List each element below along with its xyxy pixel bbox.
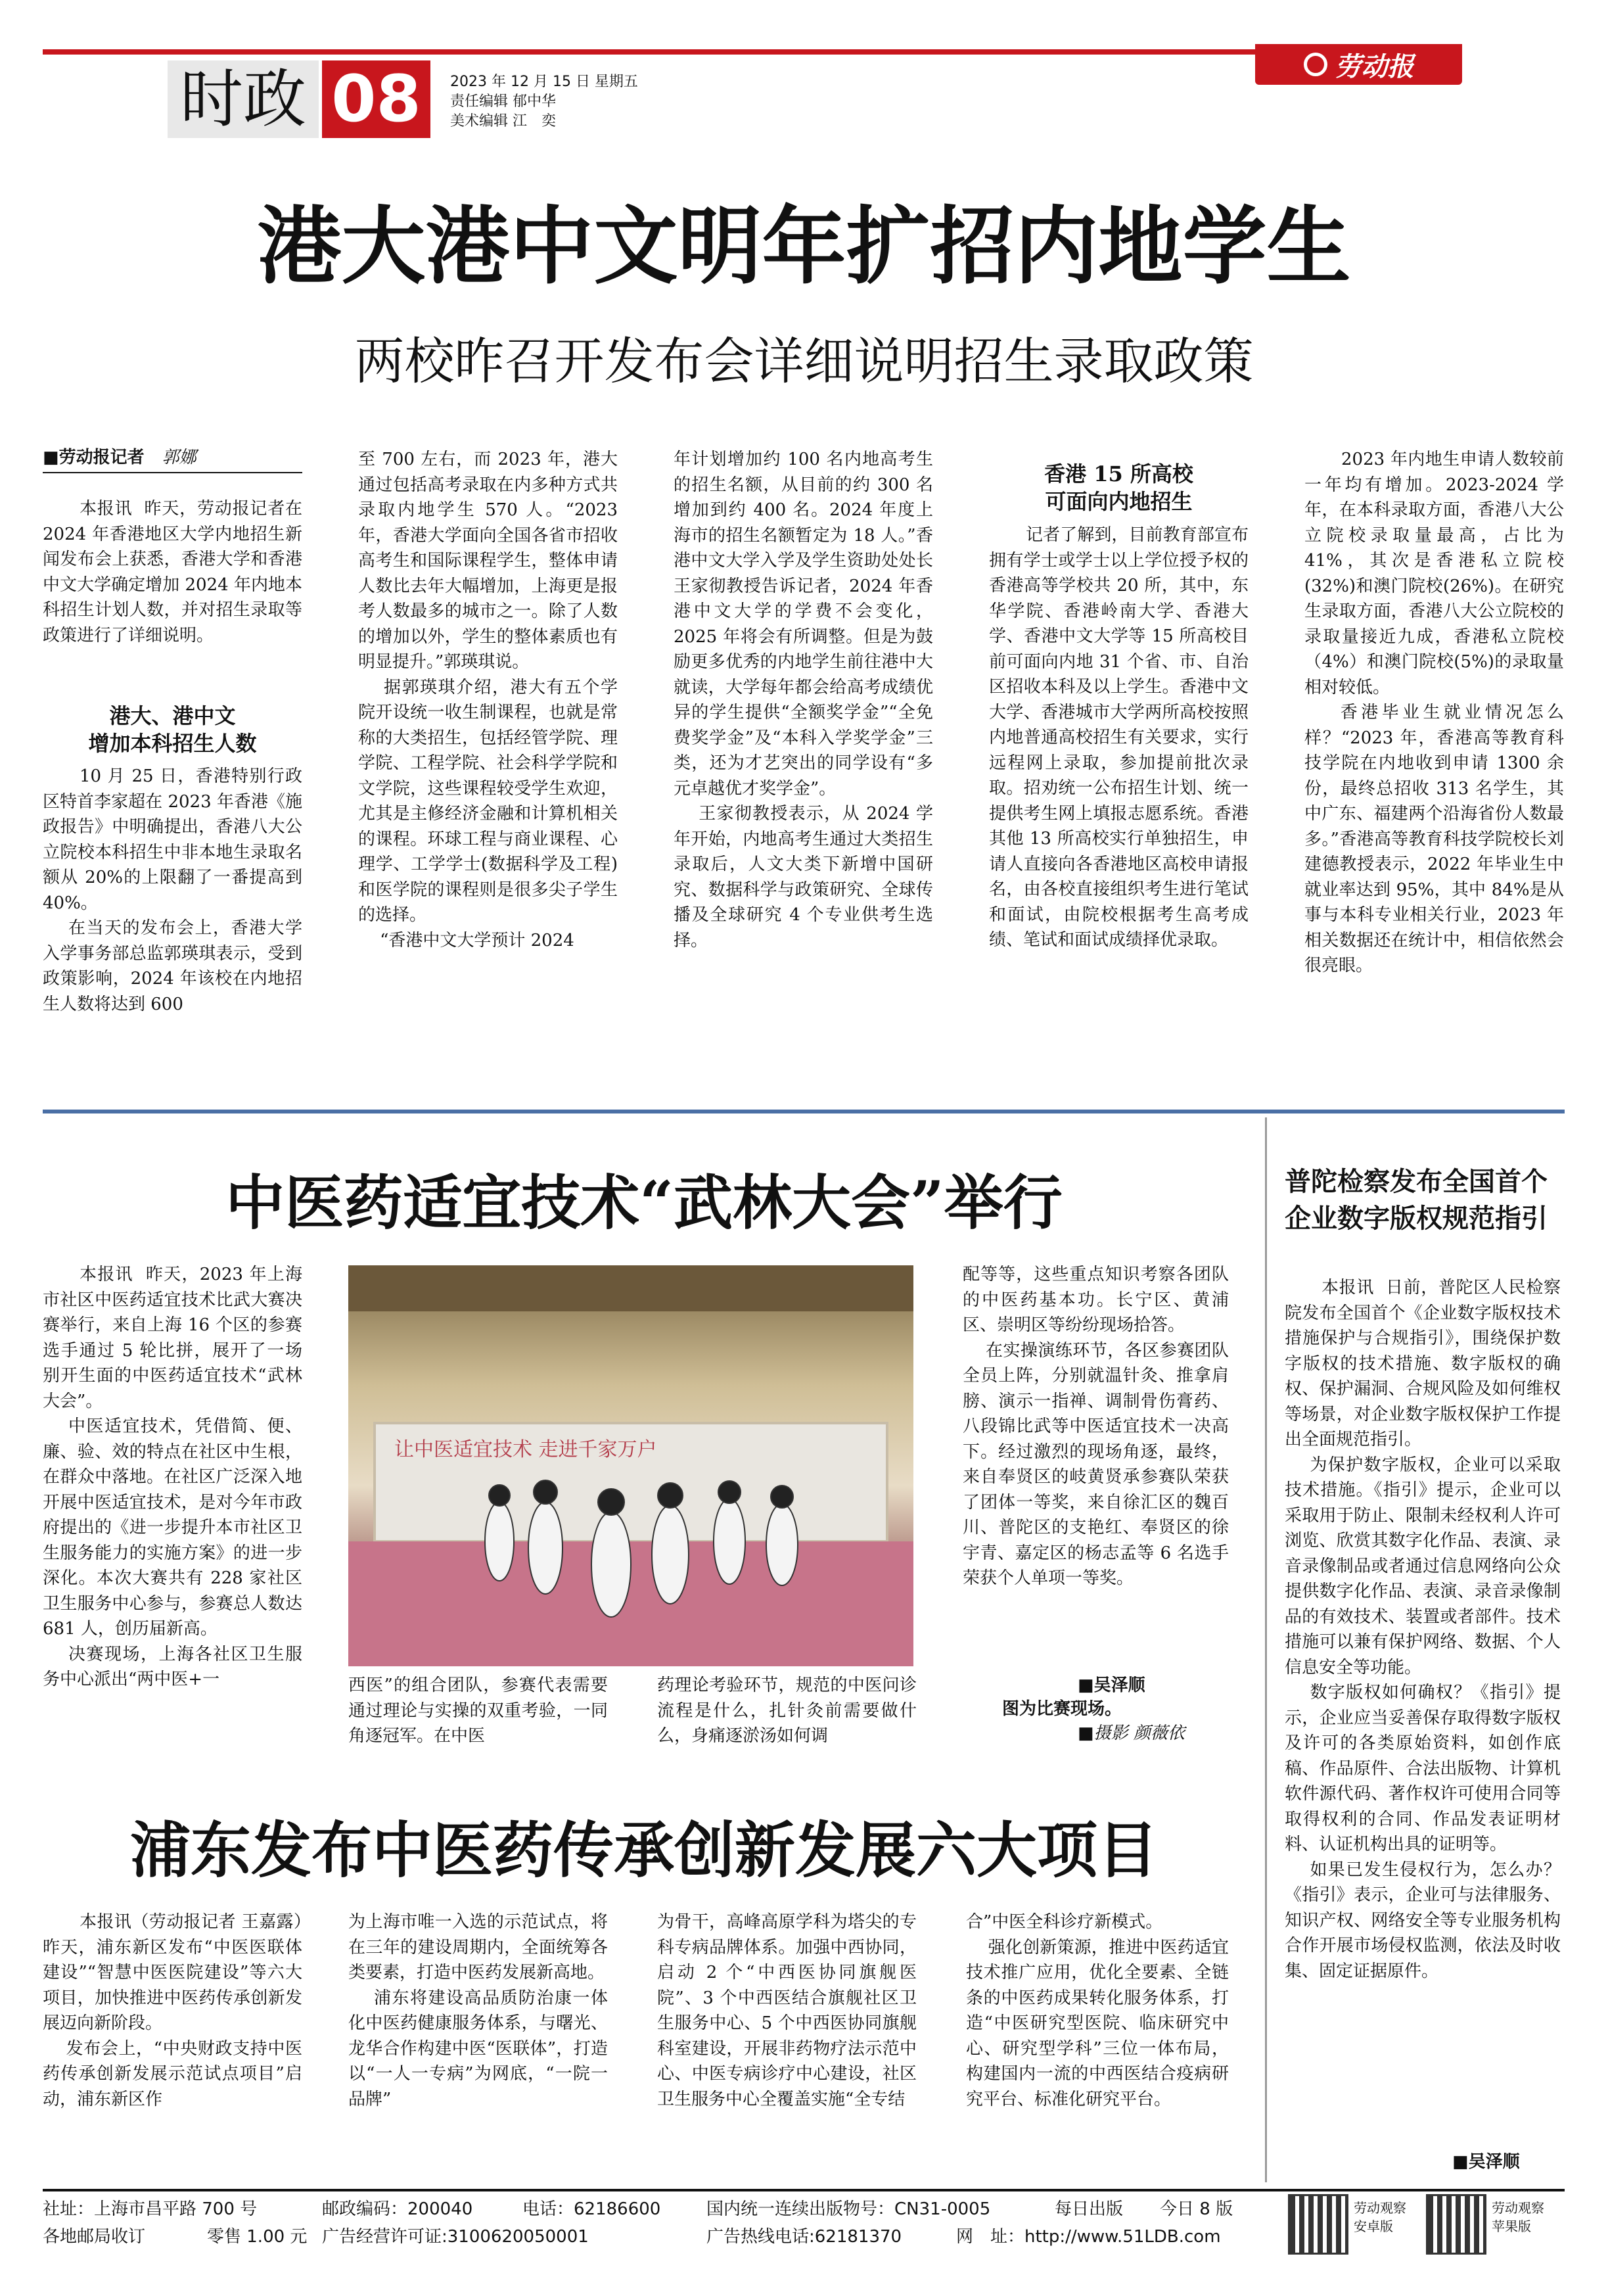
- footer-address: 社址：上海市昌平路 700 号: [43, 2199, 258, 2219]
- footer-ad-license: 广告经营许可证:3100620050001: [322, 2227, 589, 2247]
- logo-mark-icon: [1304, 53, 1327, 76]
- footer-cn-number: 国内统一连续出版物号：CN31-0005: [706, 2199, 991, 2219]
- footer-postcode: 邮政编码：200040: [322, 2199, 473, 2219]
- footer-phone: 电话：62186600: [522, 2199, 661, 2219]
- issue-date: 2023 年 12 月 15 日 星期五: [450, 74, 638, 90]
- footer-rule: [43, 2189, 1565, 2191]
- story1-col1-subheading: 港大、港中文 增加本科招生人数: [88, 703, 257, 756]
- paper-logo: [1255, 44, 1462, 85]
- footer-website[interactable]: 网 址：http://www.51LDB.com: [956, 2227, 1221, 2247]
- editor-credit: 责任编辑 郁中华: [450, 93, 556, 110]
- story1-byline: [43, 447, 302, 473]
- story3-col4: 合”中医全科诊疗新模式。 强化创新策源，推进中医药适宜技术推广应用，优化全要素、全链条的中医药成果转化服务体系，打造“中医研究型医院、临床研究中心、研究型学科”三位一体布局，构建国内一流的中西医结合疫病研究平台、标准化研究平台。: [966, 1912, 1229, 2109]
- footer-pages: 今日 8 版: [1160, 2199, 1233, 2219]
- photo-banner: 让中医适宜技术 走进千家万户: [394, 1438, 657, 1461]
- stage-scene: [348, 1265, 913, 1666]
- story2-col4: 配等等，这些重点知识考察各团队的中医药基本功。长宁区、黄浦区、崇明区等纷纷现场拾答。 在实操演练环节，各区参赛团队全员上阵，分别就温针灸、推拿肩膀、演示一指禅、调制骨伤膏药、八段锦比武等中医适宜技术一决高下。经过激烈的现场角逐，最终，来自奉贤区的岐黄贤承参赛队荣获了团体一等奖，来自徐汇区的魏百川、普陀区的支艳红、奉贤区的徐宇青、嘉定区的杨志孟等 6 名选手荣获个人单项一等奖。: [963, 1265, 1229, 1588]
- story1-col5: 2023 年内地生申请人数较前一年均有增加。2023-2024 学年，在本科录取方面，香港八大公立院校录取量最高，占比为 41%，其次是香港私立院校(32%)和澳门院校(26%)。在研究生录取方面，香港八大公立院校的录取量接近九成，香港私立院校（4%）和澳门院校(5%)的录取量相对较低。 香港毕业生就业情况怎么样？“2023 年，香港高等教育科技学院在内地收到申请 1300 余份，最终总招收 313 名学生，其中广东、福建两个沿海省份人数最多。”香港高等教育科技学院校长刘建德教授表示，2022 年毕业生中就业率达到 95%，其中 84%是从事与本科专业相关行业，2023 年相关数据还在统计中，相信依然会很亮眼。: [1304, 450, 1564, 975]
- qr-android-label: 劳动观察 安卓版: [1354, 2200, 1406, 2234]
- story1-col1-intro: 本报讯 昨天，劳动报记者在 2024 年香港地区大学内地招生新闻发布会上获悉，香港大学和香港中文大学确定增加 2024 年内地本科招生计划人数，并对招生录取等政策进行了详细说明。: [43, 499, 308, 645]
- issue-meta: [450, 72, 638, 131]
- story2-col2-bottom: 西医”的组合团队，参赛代表需要通过理论与实操的双重考验，一同角逐冠军。在中医: [348, 1675, 608, 1746]
- section-label: 时政: [168, 60, 319, 138]
- photo-credit: ■摄影 颜薇依: [1078, 1723, 1185, 1743]
- story4-headline: 普陀检察发布全国首个 企业数字版权规范指引: [1285, 1167, 1548, 1234]
- section-divider: [43, 1110, 1565, 1113]
- qr-code-android-icon[interactable]: [1288, 2194, 1348, 2255]
- story4-body: 本报讯 日前，普陀区人民检察院发布全国首个《企业数字版权技术措施保护与合规指引》，围绕保护数字版权的技术措施、数字版权的确权、保护漏洞、合规风险及如何维权等场景，对企业数字版权保护工作提出全面规范指引。 为保护数字版权，企业可以采取技术措施。《指引》提示，企业可以采取用于防止、限制未经权利人许可浏览、欣赏其数字化作品、表演、录音录像制品或者通过信息网络向公众提供数字化作品、表演、录音录像制品的有效技术、装置或者部件。技术措施可以兼有保护网络、数据、个人信息安全等功能。 数字版权如何确权？《指引》提示，企业应当妥善保存取得数字版权及许可的各类原始资料，如创作底稿、作品原件、合法出版物、计算机软件源代码、著作权许可使用合同等取得权利的合同、作品发表证明材料、认证机构出具的证明等。 如果已发生侵权行为，怎么办？《指引》表示，企业可与法律服务、知识产权、网络安全等专业服务机构合作开展市场侵权监测，依法及时收集、固定证据原件。: [1285, 1278, 1561, 1981]
- byline-label: ■劳动报记者: [43, 448, 145, 467]
- story1-subhead: 两校昨召开发布会详细说明招生录取政策: [354, 332, 1254, 390]
- story4-author: ■吴泽顺: [1452, 2152, 1520, 2172]
- page-number: 08: [322, 60, 430, 138]
- footer-price: 零售 1.00 元: [207, 2227, 308, 2247]
- masthead-rule: [43, 49, 1265, 55]
- story1-headline: 港大港中文明年扩招内地学生: [257, 197, 1351, 296]
- qr-ios-label: 劳动观察 苹果版: [1492, 2200, 1544, 2234]
- art-editor-credit: 美术编辑 江 奕: [450, 113, 556, 129]
- byline-name: 郭娜: [162, 448, 196, 467]
- author-tag: ■吴泽顺: [1078, 1675, 1145, 1695]
- footer-ad-phone: 广告热线电话:62181370: [706, 2227, 902, 2247]
- photo-caption: 图为比赛现场。: [1002, 1699, 1122, 1719]
- qr-code-ios-icon[interactable]: [1426, 2194, 1486, 2255]
- story3-col2: 为上海市唯一入选的示范试点，将在三年的建设周期内，全面统筹各类要素，打造中医药发展新高地。 浦东将建设高品质防治康一体化中医药健康服务体系，与曙光、龙华合作构建中医“医联体”，打造以“一人一专病”为网底，“一院一品牌”: [348, 1912, 608, 2109]
- story1-col4-body: 记者了解到，目前教育部宣布拥有学士或学士以上学位授予权的香港高等学校共 20 所，其中，东华学院、香港岭南大学、香港大学、香港中文大学等 15 所高校目前可面向内地 31 个省、市、自治区招收本科及以上学生。香港中文大学、香港城市大学两所高校按照内地普通高校招生有关要求，实行远程网上录取，参加提前批次录取。招劝统一公布招生计划、统一提供考生网上填报志愿系统。香港其他 13 所高校实行单独招生，申请人直接向各香港地区高校申请报名，由各校直接组织考生进行笔试和面试，由院校根据考生高考成绩、笔试和面试成绩择优录取。: [989, 525, 1249, 950]
- story2-col3-bottom: 药理论考验环节，规范的中医问诊流程是什么，扎针灸前需要做什么，身痛逐淤汤如何调: [657, 1675, 917, 1746]
- story3-col3: 为骨干，高峰高原学科为塔尖的专科专病品牌体系。加强中西协同，启动 2 个“中西医协同旗舰医院”、3 个中西医结合旗舰社区卫生服务中心、5 个中西医协同旗舰科室建设，开展非药物疗法示范中心、中医专病诊疗中心建设，社区卫生服务中心全覆盖实施“全专结: [657, 1912, 917, 2109]
- paper-name: 劳动报: [1335, 51, 1414, 82]
- story1-col1-body: 10 月 25 日，香港特别行政区特首李家超在 2023 年香港《施政报告》中明确提出，香港八大公立院校本科招生中非本地生录取名额从 20%的上限翻了一番提高到 40%。 在当天的发布会上，香港大学入学事务部总监郭瑛琪表示，受到政策影响，2024 年该校在内地招生人数将达到 600: [43, 766, 302, 1014]
- story1-col2: 至 700 左右，而 2023 年，港大通过包括高考录取在内多种方式共录取内地学生 570 人。“2023 年，香港大学面向全国各省市招收高考生和国际课程学生，整体申请人数比去年大幅增加，上海更是报考人数最多的城市之一。除了人数的增加以外，学生的整体素质也有明显提升。”郭瑛琪说。 据郭瑛琪介绍，港大有五个学院开设统一收生制课程，也就是常称的大类招生，包括经管学院、理学院、工程学院、社会科学学院和文学院，这些课程较受学生欢迎，尤其是主修经济金融和计算机相关的课程。环球工程与商业课程、心理学、工学学士(数据科学及工程)和医学院的课程则是很多尖子学生的选择。 “香港中文大学预计 2024: [358, 450, 618, 950]
- story3-col1: 本报讯（劳动报记者 王嘉露）昨天，浦东新区发布“中医医联体建设”“智慧中医医院建设”等六大项目，加快推进中医药传承创新发展迈向新阶段。 发布会上，“中央财政支持中医药传承创新发展示范试点项目”启动，浦东新区作: [43, 1912, 302, 2109]
- footer-frequency: 每日出版: [1055, 2199, 1124, 2219]
- column-rule: [1265, 1117, 1267, 2182]
- footer-subscription: 各地邮局收订: [43, 2227, 146, 2247]
- story2-headline: 中医药适宜技术“武林大会”举行: [225, 1168, 1063, 1238]
- story1-col3: 年计划增加约 100 名内地高考生的招生名额，从目前的约 300 名增加到约 400 名。2024 年度上海市的招生名额暂定为 18 人。”香港中文大学入学及学生资助处处长王家彻教授告诉记者，2024 年香港中文大学的学费不会变化，2025 年将会有所调整。但是为鼓励更多优秀的内地学生前往港中大就读，大学每年都会给高考成绩优异的学生提供“全额奖学金”“全免费奖学金”及“本科入学奖学金”三类，还为才艺突出的同学设有“多元卓越优才奖学金”。 王家彻教授表示，从 2024 学年开始，内地高考生通过大类招生录取后，人文大类下新增中国研究、数据科学与政策研究、全球传播及全球研究 4 个专业供考生选择。: [674, 450, 934, 950]
- story3-headline: 浦东发布中医药传承创新发展六大项目: [129, 1815, 1158, 1886]
- story2-author: [1078, 1674, 1145, 1697]
- story1-col4-subheading: 香港 15 所高校 可面向内地招生: [1044, 461, 1193, 514]
- story2-col1: 本报讯 昨天，2023 年上海市社区中医药适宜技术比武大赛决赛举行，来自上海 16 个区的参赛选手通过 5 轮比拼，展开了一场别开生面的中医药适宜技术“武林大会”。 中医适宜技术，凭借简、便、廉、验、效的特点在社区中生根，在群众中落地。在社区广泛深入地开展中医适宜技术，是对今年市政府提出的《进一步提升本市社区卫生服务能力的实施方案》的进一步深化。本次大赛共有 228 家社区卫生服务中心参与，参赛总人数达 681 人，创历届新高。 决赛现场，上海各社区卫生服务中心派出“两中医+一: [43, 1265, 302, 1689]
- competition-photo: [348, 1265, 913, 1666]
